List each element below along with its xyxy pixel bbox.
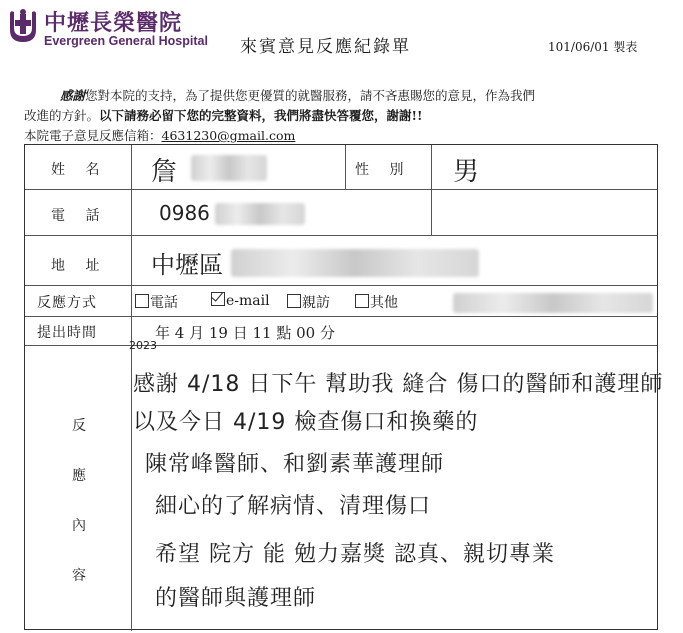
redacted-other-blur	[453, 293, 653, 313]
content-line: 的醫師與護理師	[155, 586, 317, 611]
gender-value: 男	[453, 157, 480, 187]
col-divider	[131, 145, 132, 631]
time-value: 年 4 月 19 日 11 點 00 分	[155, 324, 335, 342]
hospital-name-en: Evergreen General Hospital	[44, 34, 208, 48]
col-divider	[431, 145, 432, 235]
method-option-visit[interactable]	[287, 292, 330, 312]
checkbox-visit[interactable]	[287, 294, 301, 308]
intro-line-1-text: 您對本院的支持，為了提供您更優質的就醫服務，請不吝惠賜您的意見，作為我們	[85, 88, 536, 103]
intro-line-2-bold: 以下請務必留下您的完整資料，我們將盡快答覆您，謝謝!!	[99, 108, 423, 123]
email-link[interactable]: 4631230@gmail.com	[161, 128, 296, 143]
name-label: 姓 名	[51, 162, 108, 178]
intro-line-1	[60, 86, 535, 104]
method-option-other[interactable]	[355, 292, 398, 312]
phone-label: 電 話	[51, 208, 108, 224]
method-option-label: e-mail	[226, 293, 270, 309]
address-value: 中壢區	[151, 251, 223, 279]
row-divider	[25, 285, 657, 286]
thanks-word: 感謝	[60, 88, 86, 103]
time-year-note: 2023	[129, 339, 157, 352]
feedback-form-table	[24, 144, 664, 630]
content-line: 希望 院方 能 勉力嘉獎 認真、親切專業	[155, 542, 555, 567]
method-label: 反應方式	[37, 295, 97, 311]
method-option-label: 電話	[150, 295, 178, 311]
row-divider	[25, 189, 657, 190]
content-label	[69, 415, 89, 615]
phone-value: 0986	[159, 201, 210, 225]
gender-label: 性 別	[355, 162, 412, 178]
row-divider	[25, 235, 657, 236]
email-line	[24, 126, 295, 144]
content-line: 陳常峰醫師、和劉素華護理師	[145, 452, 445, 477]
content-label-char: 反	[72, 418, 86, 434]
content-label-char: 內	[72, 518, 86, 534]
hospital-name-cn: 中壢長榮醫院	[44, 11, 183, 36]
row-divider	[25, 345, 657, 346]
form-date: 101/06/01 製表	[548, 40, 638, 54]
form-title: 來賓意見反應紀錄單	[240, 37, 411, 57]
content-line: 以及今日 4/19 檢查傷口和換藥的	[133, 410, 479, 435]
checkbox-phone[interactable]	[135, 294, 149, 308]
col-divider	[345, 145, 346, 189]
method-option-label: 親訪	[302, 295, 330, 311]
hospital-logo-icon	[6, 8, 40, 46]
email-label: 本院電子意見反應信箱：	[24, 128, 162, 143]
method-option-label: 其他	[370, 295, 398, 311]
checkbox-other[interactable]	[355, 294, 369, 308]
intro-line-2	[24, 106, 423, 124]
content-label-char: 容	[72, 568, 86, 584]
intro-line-2-text: 改進的方針。	[24, 108, 100, 123]
method-option-phone[interactable]	[135, 292, 178, 312]
redacted-address-blur	[231, 249, 479, 277]
redacted-phone-blur	[215, 203, 305, 225]
checkbox-email[interactable]	[211, 292, 225, 306]
address-label: 地 址	[51, 258, 108, 274]
content-line: 細心的了解病情、清理傷口	[155, 494, 432, 519]
content-label-char: 應	[72, 468, 86, 484]
time-label: 提出時間	[37, 325, 97, 341]
method-option-email[interactable]	[211, 292, 270, 309]
name-value: 詹	[151, 157, 178, 187]
redacted-name-blur	[191, 155, 267, 181]
row-divider	[25, 316, 657, 317]
content-line: 感謝 4/18 日下午 幫助我 縫合 傷口的醫師和護理師	[133, 372, 664, 397]
